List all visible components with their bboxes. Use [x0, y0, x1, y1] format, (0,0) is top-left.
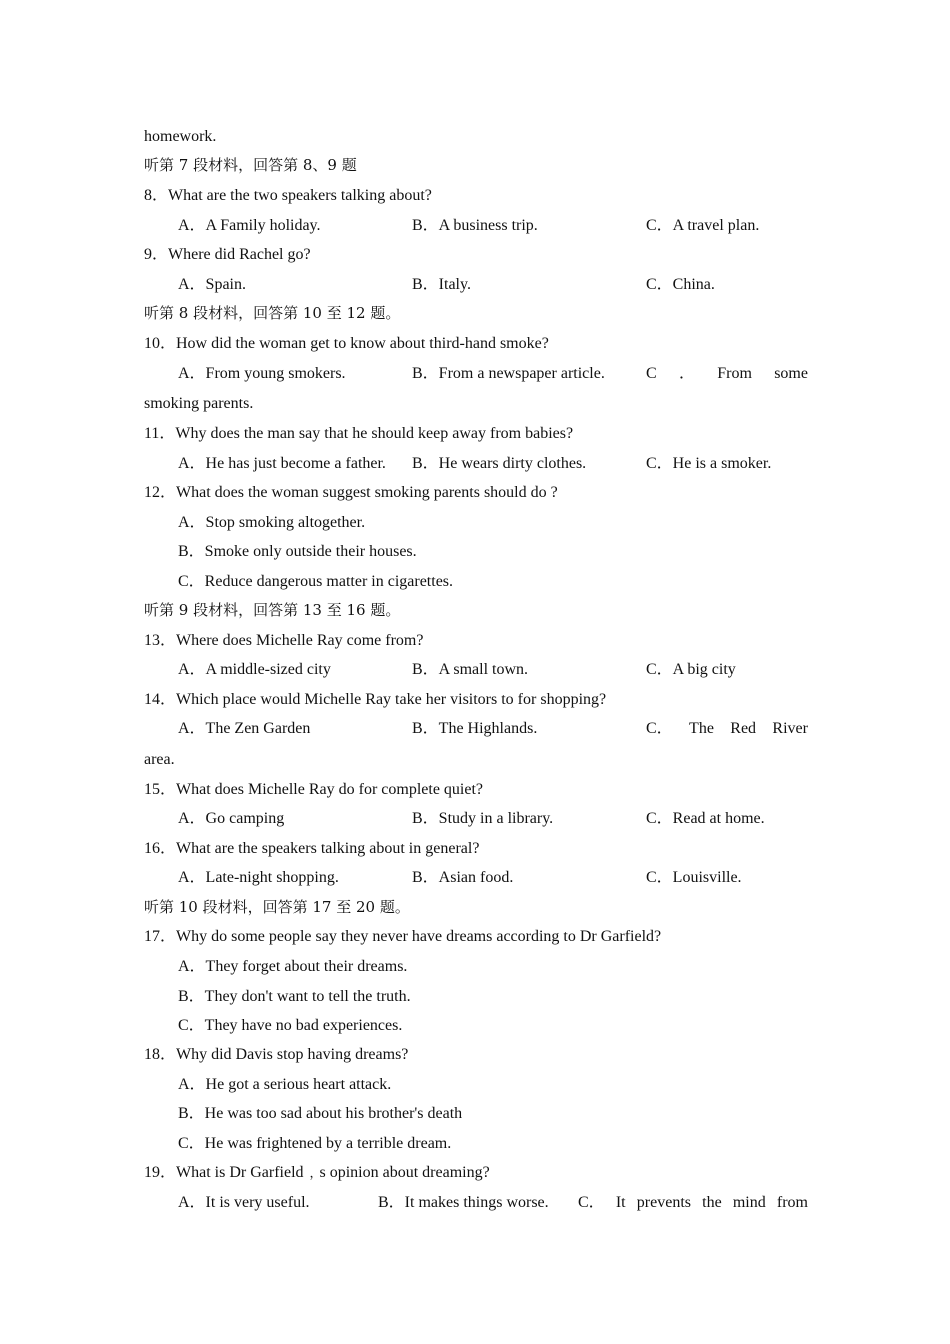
question-14: 14．Which place would Michelle Ray take her visitors to for shopping? [144, 691, 607, 708]
q19-option-a: A．It is very useful. [178, 1194, 310, 1211]
q19-option-c-word: mind [732, 1194, 766, 1211]
q19-option-c-word: the [702, 1194, 722, 1211]
q19-option-c-word: prevents [636, 1194, 691, 1211]
q14-option-c [646, 714, 808, 744]
q19-option-b: B．It makes things worse. [378, 1194, 549, 1211]
q8-option-a: A．A Family holiday. [178, 217, 321, 234]
q14-option-b: B．The Highlands. [412, 720, 538, 737]
q8-option-c: C．A travel plan. [646, 217, 760, 234]
q18-option-c: C．He was frightened by a terrible dream. [178, 1135, 452, 1152]
q14-option-c-word: C． [646, 720, 673, 737]
q19-option-c-word: from [776, 1194, 808, 1211]
q16-option-a: A．Late-night shopping. [178, 869, 339, 886]
q10-option-c-word: From [717, 365, 752, 382]
q17-option-b: B．They don't want to tell the truth. [178, 988, 411, 1005]
q16-option-c: C．Louisville. [646, 869, 742, 886]
q9-option-b: B．Italy. [412, 276, 471, 293]
q11-option-b: B．He wears dirty clothes. [412, 455, 587, 472]
question-10: 10．How did the woman get to know about third-hand smoke? [144, 335, 549, 352]
q19-option-c-word: It [615, 1194, 626, 1211]
question-9: 9．Where did Rachel go? [144, 246, 311, 263]
section-heading: 听第 8 段材料，回答第 10 至 12 题。 [144, 304, 401, 322]
q10-option-c [646, 359, 808, 389]
q12-option-b: B．Smoke only outside their houses. [178, 543, 417, 560]
q18-option-b: B．He was too sad about his brother's death [178, 1105, 463, 1122]
section-heading: 听第 9 段材料，回答第 13 至 16 题。 [144, 601, 401, 619]
q10-option-b: B．From a newspaper article. [412, 365, 605, 382]
q10-option-c-word: C [646, 365, 657, 382]
q15-option-a: A．Go camping [178, 810, 285, 827]
q14-option-a: A．The Zen Garden [178, 720, 311, 737]
question-18: 18．Why did Davis stop having dreams? [144, 1046, 409, 1063]
q9-option-a: A．Spain. [178, 276, 247, 293]
q13-option-b: B．A small town. [412, 661, 529, 678]
q19-option-c-word: C． [578, 1194, 605, 1211]
question-8: 8．What are the two speakers talking about? [144, 187, 432, 204]
q14-option-c-word: Red [730, 720, 757, 737]
question-12: 12．What does the woman suggest smoking parents should do ? [144, 484, 558, 501]
q14-option-c-word: River [772, 720, 808, 737]
q10-option-c-continuation: smoking parents. [144, 395, 254, 412]
question-11: 11．Why does the man say that he should keep away from babies? [144, 425, 574, 442]
q18-option-a: A．He got a serious heart attack. [178, 1076, 392, 1093]
q14-option-c-continuation: area. [144, 751, 175, 768]
text-line: homework. [144, 128, 217, 145]
q13-option-c: C．A big city [646, 661, 736, 678]
q15-option-b: B．Study in a library. [412, 810, 554, 827]
q12-option-c: C．Reduce dangerous matter in cigarettes. [178, 573, 454, 590]
question-16: 16．What are the speakers talking about in general? [144, 840, 480, 857]
section-heading: 听第 7 段材料，回答第 8、9 题 [144, 156, 357, 174]
q17-option-a: A．They forget about their dreams. [178, 958, 408, 975]
question-13: 13．Where does Michelle Ray come from? [144, 632, 424, 649]
question-19: 19．What is Dr Garfield﹐s opinion about dreaming? [144, 1164, 490, 1181]
q11-option-a: A．He has just become a father. [178, 455, 386, 472]
q13-option-a: A．A middle-sized city [178, 661, 331, 678]
section-heading: 听第 10 段材料，回答第 17 至 20 题。 [144, 898, 410, 916]
q16-option-b: B．Asian food. [412, 869, 514, 886]
question-15: 15．What does Michelle Ray do for complete quiet? [144, 781, 484, 798]
q10-option-a: A．From young smokers. [178, 365, 346, 382]
q17-option-c: C．They have no bad experiences. [178, 1017, 403, 1034]
q9-option-c: C．China. [646, 276, 715, 293]
q10-option-c-word: some [774, 365, 808, 382]
q14-option-c-word: The [689, 720, 714, 737]
q8-option-b: B．A business trip. [412, 217, 538, 234]
q11-option-c: C．He is a smoker. [646, 455, 772, 472]
q15-option-c: C．Read at home. [646, 810, 765, 827]
question-17: 17．Why do some people say they never have dreams according to Dr Garfield? [144, 928, 662, 945]
q12-option-a: A．Stop smoking altogether. [178, 514, 366, 531]
q10-option-c-word: ． [678, 365, 695, 382]
q19-option-c [578, 1188, 808, 1218]
